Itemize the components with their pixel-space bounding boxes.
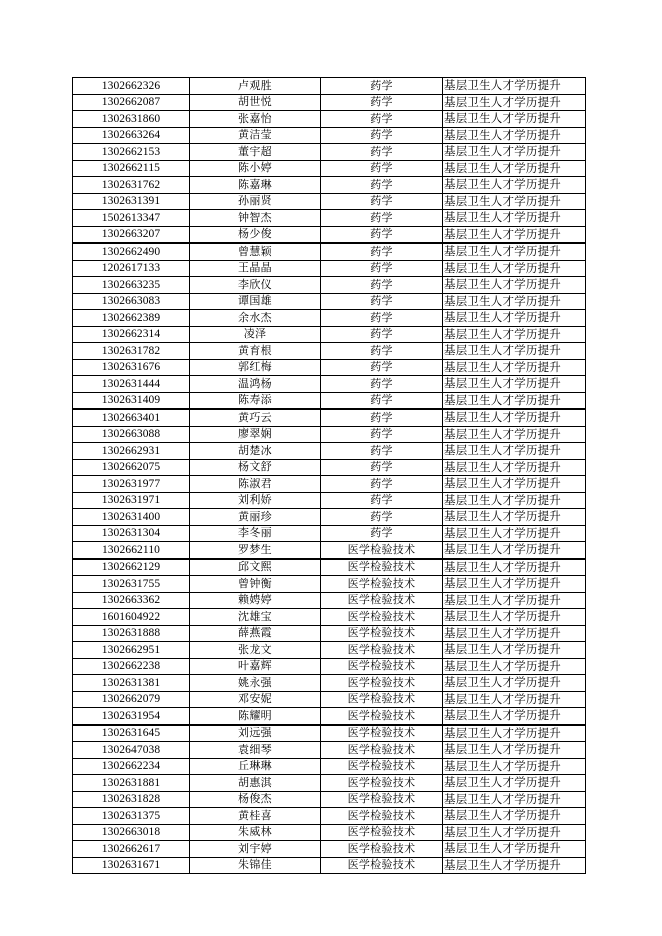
cell-program-text: 基层卫生人才学历提升 (444, 359, 561, 374)
cell-major[interactable]: 药学 (321, 94, 443, 111)
cell-program-text: 基层卫生人才学历提升 (444, 343, 561, 357)
cell-program[interactable] (443, 210, 586, 227)
cell-student-id[interactable]: 1302631375 (73, 808, 190, 825)
cell-student-name[interactable]: 余水杰 (190, 310, 321, 327)
table-row[interactable] (73, 791, 586, 808)
cell-student-name[interactable]: 罗梦生 (190, 542, 321, 559)
table-row[interactable] (73, 160, 586, 177)
cell-program-text: 基层卫生人才学历提升 (444, 592, 561, 607)
table-row[interactable] (73, 824, 586, 841)
cell-student-id[interactable]: 1302631954 (73, 708, 190, 725)
cell-program-text: 基层卫生人才学历提升 (444, 210, 561, 224)
cell-major[interactable]: 医学检验技术 (321, 824, 443, 841)
cell-major[interactable]: 药学 (321, 127, 443, 144)
cell-program-text: 基层卫生人才学历提升 (444, 160, 561, 175)
cell-major[interactable]: 药学 (321, 476, 443, 493)
cell-student-id[interactable]: 1302631977 (73, 476, 190, 493)
cell-student-name[interactable]: 陈耀明 (190, 708, 321, 725)
table-row[interactable] (73, 409, 586, 426)
cell-major[interactable]: 药学 (321, 376, 443, 393)
cell-program-text: 基层卫生人才学历提升 (444, 226, 561, 241)
cell-student-name[interactable]: 刘宇婷 (190, 841, 321, 858)
cell-major[interactable]: 医学检验技术 (321, 791, 443, 808)
cell-student-name[interactable]: 丘琳琳 (190, 758, 321, 775)
cell-student-name[interactable]: 杨少俊 (190, 226, 321, 243)
table-row[interactable] (73, 675, 586, 692)
cell-major[interactable]: 药学 (321, 243, 443, 260)
table-row[interactable] (73, 592, 586, 609)
cell-program[interactable] (443, 708, 586, 725)
cell-student-id[interactable]: 1302663207 (73, 226, 190, 243)
cell-program[interactable] (443, 359, 586, 376)
cell-student-id[interactable]: 1302662115 (73, 160, 190, 177)
cell-program[interactable] (443, 576, 586, 593)
table-row[interactable] (73, 459, 586, 476)
table-row[interactable] (73, 392, 586, 409)
roster-table-body (73, 78, 586, 874)
cell-program-text: 基层卫生人才学历提升 (444, 791, 561, 806)
cell-student-id[interactable]: 1302663264 (73, 127, 190, 144)
cell-major[interactable]: 药学 (321, 293, 443, 310)
cell-program-text: 基层卫生人才学历提升 (444, 758, 561, 773)
cell-program[interactable] (443, 243, 586, 260)
cell-major[interactable]: 药学 (321, 160, 443, 177)
cell-program-text: 基层卫生人才学历提升 (444, 392, 561, 407)
cell-student-id[interactable]: 1302662234 (73, 758, 190, 775)
cell-program[interactable] (443, 742, 586, 759)
cell-student-id[interactable]: 1302631645 (73, 725, 190, 742)
cell-student-name[interactable]: 朱锦佳 (190, 857, 321, 874)
table-row[interactable] (73, 111, 586, 128)
cell-student-id[interactable]: 1302662490 (73, 243, 190, 260)
cell-program[interactable] (443, 559, 586, 576)
cell-major[interactable]: 医学检验技术 (321, 808, 443, 825)
cell-program-text: 基层卫生人才学历提升 (444, 691, 561, 706)
cell-major[interactable]: 医学检验技术 (321, 642, 443, 659)
table-row[interactable] (73, 310, 586, 327)
cell-student-id[interactable]: 1302631860 (73, 111, 190, 128)
cell-student-id[interactable]: 1302631755 (73, 576, 190, 593)
cell-program[interactable] (443, 725, 586, 742)
cell-program-text: 基层卫生人才学历提升 (444, 775, 561, 789)
cell-program[interactable] (443, 144, 586, 161)
cell-program-text: 基层卫生人才学历提升 (444, 127, 561, 142)
cell-major[interactable]: 药学 (321, 277, 443, 294)
cell-student-name[interactable]: 钟智杰 (190, 210, 321, 227)
table-row[interactable] (73, 658, 586, 675)
cell-student-name[interactable]: 胡惠淇 (190, 775, 321, 792)
cell-student-name[interactable]: 沈雄宝 (190, 609, 321, 626)
cell-student-id[interactable]: 1302662129 (73, 559, 190, 576)
cell-student-name[interactable]: 陈淑君 (190, 476, 321, 493)
cell-program[interactable] (443, 293, 586, 310)
cell-major[interactable]: 药学 (321, 409, 443, 426)
cell-student-name[interactable]: 叶嘉辉 (190, 658, 321, 675)
cell-student-name[interactable]: 陈嘉琳 (190, 177, 321, 194)
cell-program[interactable] (443, 127, 586, 144)
cell-program-text: 基层卫生人才学历提升 (444, 808, 561, 822)
cell-student-name[interactable]: 张龙文 (190, 642, 321, 659)
cell-student-id[interactable]: 1302662326 (73, 78, 190, 95)
cell-program[interactable] (443, 492, 586, 509)
table-row[interactable] (73, 609, 586, 626)
cell-program-text: 基层卫生人才学历提升 (444, 625, 561, 640)
cell-student-id[interactable]: 1302631782 (73, 343, 190, 360)
table-row[interactable] (73, 492, 586, 509)
cell-student-name[interactable]: 赖娉婷 (190, 592, 321, 609)
table-row[interactable] (73, 277, 586, 294)
cell-student-id[interactable]: 1302663088 (73, 426, 190, 443)
cell-student-name[interactable]: 刘远强 (190, 725, 321, 742)
cell-program-text: 基层卫生人才学历提升 (444, 310, 561, 324)
cell-major[interactable]: 医学检验技术 (321, 576, 443, 593)
cell-program[interactable] (443, 392, 586, 409)
cell-student-name[interactable]: 黄巧云 (190, 409, 321, 426)
cell-student-name[interactable]: 胡世悦 (190, 94, 321, 111)
cell-major[interactable]: 医学检验技术 (321, 708, 443, 725)
cell-student-id[interactable]: 1302662075 (73, 459, 190, 476)
cell-student-name[interactable]: 曾钟衡 (190, 576, 321, 593)
table-row[interactable] (73, 343, 586, 360)
cell-major[interactable]: 药学 (321, 492, 443, 509)
table-row[interactable] (73, 742, 586, 759)
cell-program[interactable] (443, 193, 586, 210)
cell-program-text: 基层卫生人才学历提升 (444, 260, 561, 275)
cell-student-name[interactable]: 王晶晶 (190, 260, 321, 277)
cell-major[interactable]: 医学检验技术 (321, 775, 443, 792)
cell-major[interactable]: 医学检验技术 (321, 857, 443, 874)
cell-student-name[interactable]: 廖翠娴 (190, 426, 321, 443)
cell-program-text: 基层卫生人才学历提升 (444, 277, 561, 291)
table-row[interactable] (73, 426, 586, 443)
cell-program[interactable] (443, 808, 586, 825)
cell-major[interactable]: 医学检验技术 (321, 841, 443, 858)
cell-major[interactable]: 药学 (321, 392, 443, 409)
cell-program[interactable] (443, 177, 586, 194)
table-row[interactable] (73, 758, 586, 775)
table-row[interactable] (73, 857, 586, 874)
table-row[interactable] (73, 94, 586, 111)
cell-program-text: 基层卫生人才学历提升 (444, 542, 561, 556)
cell-student-id[interactable]: 1302662079 (73, 691, 190, 708)
cell-student-name[interactable]: 刘利娇 (190, 492, 321, 509)
table-row[interactable] (73, 642, 586, 659)
cell-student-id[interactable]: 1302663083 (73, 293, 190, 310)
cell-program[interactable] (443, 675, 586, 692)
cell-major[interactable]: 医学检验技术 (321, 758, 443, 775)
table-row[interactable] (73, 509, 586, 526)
cell-major[interactable]: 药学 (321, 193, 443, 210)
cell-student-name[interactable]: 胡楚冰 (190, 443, 321, 460)
table-row[interactable] (73, 559, 586, 576)
table-row[interactable] (73, 127, 586, 144)
cell-student-name[interactable]: 杨俊杰 (190, 791, 321, 808)
table-row[interactable] (73, 226, 586, 243)
cell-major[interactable]: 医学检验技术 (321, 675, 443, 692)
table-row[interactable] (73, 177, 586, 194)
cell-program-text: 基层卫生人才学历提升 (444, 326, 561, 341)
cell-student-name[interactable]: 黄桂喜 (190, 808, 321, 825)
cell-program[interactable] (443, 78, 586, 95)
cell-major[interactable]: 药学 (321, 326, 443, 343)
cell-student-id[interactable]: 1302662617 (73, 841, 190, 858)
cell-program-text: 基层卫生人才学历提升 (444, 576, 561, 590)
cell-program[interactable] (443, 226, 586, 243)
table-row[interactable] (73, 542, 586, 559)
cell-program[interactable] (443, 426, 586, 443)
cell-student-id[interactable]: 1601604922 (73, 609, 190, 626)
cell-program-text: 基层卫生人才学历提升 (444, 293, 561, 308)
cell-major[interactable]: 医学检验技术 (321, 725, 443, 742)
cell-major[interactable]: 药学 (321, 78, 443, 95)
cell-program[interactable] (443, 525, 586, 542)
cell-program[interactable] (443, 758, 586, 775)
table-row[interactable] (73, 326, 586, 343)
cell-major[interactable]: 药学 (321, 443, 443, 460)
cell-major[interactable]: 药学 (321, 226, 443, 243)
cell-major[interactable]: 药学 (321, 459, 443, 476)
cell-program-text: 基层卫生人才学历提升 (444, 675, 561, 689)
cell-student-name[interactable]: 张嘉怡 (190, 111, 321, 128)
cell-major[interactable]: 药学 (321, 310, 443, 327)
cell-program[interactable] (443, 775, 586, 792)
table-row[interactable] (73, 359, 586, 376)
cell-student-id[interactable]: 1302631676 (73, 359, 190, 376)
table-row[interactable] (73, 260, 586, 277)
cell-student-id[interactable]: 1502613347 (73, 210, 190, 227)
cell-student-name[interactable]: 薛燕霞 (190, 625, 321, 642)
cell-student-id[interactable]: 1302662389 (73, 310, 190, 327)
cell-student-name[interactable]: 黄育根 (190, 343, 321, 360)
cell-student-name[interactable]: 卢观胜 (190, 78, 321, 95)
cell-program[interactable] (443, 111, 586, 128)
cell-program-text: 基层卫生人才学历提升 (444, 609, 561, 623)
table-row[interactable] (73, 144, 586, 161)
cell-student-name[interactable]: 陈寿添 (190, 392, 321, 409)
cell-program-text: 基层卫生人才学历提升 (444, 410, 561, 424)
cell-student-name[interactable]: 朱威林 (190, 824, 321, 841)
cell-student-name[interactable]: 邓安妮 (190, 691, 321, 708)
cell-major[interactable]: 医学检验技术 (321, 609, 443, 626)
cell-major[interactable]: 医学检验技术 (321, 542, 443, 559)
table-row[interactable] (73, 376, 586, 393)
table-row[interactable] (73, 293, 586, 310)
cell-student-name[interactable]: 谭国雄 (190, 293, 321, 310)
table-row[interactable] (73, 725, 586, 742)
cell-major[interactable]: 药学 (321, 111, 443, 128)
cell-major[interactable]: 药学 (321, 144, 443, 161)
cell-program[interactable] (443, 376, 586, 393)
cell-student-id[interactable]: 1302631971 (73, 492, 190, 509)
cell-program[interactable] (443, 824, 586, 841)
cell-student-name[interactable]: 凌泽 (190, 326, 321, 343)
cell-program-text: 基层卫生人才学历提升 (444, 111, 561, 125)
cell-program-text: 基层卫生人才学历提升 (444, 193, 561, 208)
cell-student-id[interactable]: 1302631444 (73, 376, 190, 393)
cell-program-text: 基层卫生人才学历提升 (444, 708, 561, 722)
cell-major[interactable]: 药学 (321, 525, 443, 542)
cell-student-id[interactable]: 1302631304 (73, 525, 190, 542)
cell-major[interactable]: 医学检验技术 (321, 742, 443, 759)
cell-student-id[interactable]: 1302631762 (73, 177, 190, 194)
cell-student-name[interactable]: 黄洁莹 (190, 127, 321, 144)
table-row[interactable] (73, 708, 586, 725)
cell-program-text: 基层卫生人才学历提升 (444, 525, 561, 540)
cell-program[interactable] (443, 642, 586, 659)
cell-major[interactable]: 药学 (321, 359, 443, 376)
cell-student-id[interactable]: 1302662153 (73, 144, 190, 161)
cell-program[interactable] (443, 94, 586, 111)
cell-student-id[interactable]: 1302662951 (73, 642, 190, 659)
cell-student-name[interactable]: 孙丽贤 (190, 193, 321, 210)
cell-program[interactable] (443, 857, 586, 874)
table-row[interactable] (73, 525, 586, 542)
cell-major[interactable]: 医学检验技术 (321, 559, 443, 576)
cell-student-id[interactable]: 1302631671 (73, 857, 190, 874)
table-row[interactable] (73, 443, 586, 460)
cell-student-name[interactable]: 温鸿杨 (190, 376, 321, 393)
cell-major[interactable]: 药学 (321, 177, 443, 194)
cell-student-id[interactable]: 1202617133 (73, 260, 190, 277)
cell-program[interactable] (443, 841, 586, 858)
cell-program-text: 基层卫生人才学历提升 (444, 78, 561, 92)
table-row[interactable] (73, 193, 586, 210)
cell-program[interactable] (443, 443, 586, 460)
cell-major[interactable]: 医学检验技术 (321, 592, 443, 609)
cell-student-id[interactable]: 1302631400 (73, 509, 190, 526)
cell-student-id[interactable]: 1302662314 (73, 326, 190, 343)
cell-program[interactable] (443, 260, 586, 277)
cell-major[interactable]: 药学 (321, 260, 443, 277)
cell-program[interactable] (443, 592, 586, 609)
cell-program[interactable] (443, 459, 586, 476)
table-row[interactable] (73, 210, 586, 227)
cell-program[interactable] (443, 326, 586, 343)
cell-program[interactable] (443, 691, 586, 708)
table-row[interactable] (73, 78, 586, 95)
cell-program-text: 基层卫生人才学历提升 (444, 509, 561, 523)
cell-program-text: 基层卫生人才学历提升 (444, 476, 561, 490)
cell-program[interactable] (443, 509, 586, 526)
cell-program[interactable] (443, 160, 586, 177)
cell-major[interactable]: 药学 (321, 343, 443, 360)
cell-program-text: 基层卫生人才学历提升 (444, 857, 561, 872)
cell-program-text: 基层卫生人才学历提升 (444, 658, 561, 673)
table-row[interactable] (73, 243, 586, 260)
cell-student-id[interactable]: 1302631381 (73, 675, 190, 692)
cell-student-name[interactable]: 黄丽珍 (190, 509, 321, 526)
cell-student-id[interactable]: 1302663235 (73, 277, 190, 294)
cell-program-text: 基层卫生人才学历提升 (444, 492, 561, 507)
cell-program[interactable] (443, 658, 586, 675)
cell-major[interactable]: 医学检验技术 (321, 691, 443, 708)
cell-student-id[interactable]: 1302631881 (73, 775, 190, 792)
cell-program-text: 基层卫生人才学历提升 (444, 244, 561, 258)
cell-major[interactable]: 医学检验技术 (321, 625, 443, 642)
cell-major[interactable]: 药学 (321, 210, 443, 227)
cell-program-text: 基层卫生人才学历提升 (444, 824, 561, 839)
cell-student-name[interactable]: 杨文舒 (190, 459, 321, 476)
cell-program-text: 基层卫生人才学历提升 (444, 177, 561, 191)
cell-program-text: 基层卫生人才学历提升 (444, 559, 561, 574)
cell-student-id[interactable]: 1302662931 (73, 443, 190, 460)
cell-student-id[interactable]: 1302663401 (73, 409, 190, 426)
cell-program[interactable] (443, 542, 586, 559)
cell-program-text: 基层卫生人才学历提升 (444, 443, 561, 457)
cell-program-text: 基层卫生人才学历提升 (444, 144, 561, 158)
cell-student-id[interactable]: 1302631391 (73, 193, 190, 210)
cell-student-id[interactable]: 1302662238 (73, 658, 190, 675)
cell-major[interactable]: 药学 (321, 426, 443, 443)
cell-student-id[interactable]: 1302662087 (73, 94, 190, 111)
cell-program-text: 基层卫生人才学历提升 (444, 459, 561, 474)
cell-student-id[interactable]: 1302631409 (73, 392, 190, 409)
table-row[interactable] (73, 476, 586, 493)
cell-program[interactable] (443, 409, 586, 426)
table-row[interactable] (73, 841, 586, 858)
cell-student-name[interactable]: 姚永强 (190, 675, 321, 692)
table-row[interactable] (73, 691, 586, 708)
table-row[interactable] (73, 808, 586, 825)
cell-major[interactable]: 医学检验技术 (321, 658, 443, 675)
cell-program-text: 基层卫生人才学历提升 (444, 642, 561, 656)
table-row[interactable] (73, 775, 586, 792)
cell-major[interactable]: 药学 (321, 509, 443, 526)
cell-program-text: 基层卫生人才学历提升 (444, 841, 561, 855)
cell-student-id[interactable]: 1302662110 (73, 542, 190, 559)
roster-table (72, 77, 586, 874)
cell-program-text: 基层卫生人才学历提升 (444, 742, 561, 756)
cell-program-text: 基层卫生人才学历提升 (444, 725, 561, 740)
cell-student-name[interactable]: 曾慧颖 (190, 243, 321, 260)
table-row[interactable] (73, 625, 586, 642)
cell-program-text: 基层卫生人才学历提升 (444, 376, 561, 390)
cell-program[interactable] (443, 277, 586, 294)
cell-program-text: 基层卫生人才学历提升 (444, 94, 561, 109)
cell-student-id[interactable]: 1302631828 (73, 791, 190, 808)
cell-student-name[interactable]: 李冬丽 (190, 525, 321, 542)
cell-program[interactable] (443, 609, 586, 626)
cell-student-name[interactable]: 袁细琴 (190, 742, 321, 759)
cell-student-id[interactable]: 1302663362 (73, 592, 190, 609)
cell-student-id[interactable]: 1302663018 (73, 824, 190, 841)
cell-program[interactable] (443, 625, 586, 642)
cell-student-id[interactable]: 1302647038 (73, 742, 190, 759)
cell-program[interactable] (443, 791, 586, 808)
cell-student-name[interactable]: 董宇超 (190, 144, 321, 161)
cell-student-name[interactable]: 陈小婷 (190, 160, 321, 177)
cell-program-text: 基层卫生人才学历提升 (444, 426, 561, 441)
table-row[interactable] (73, 576, 586, 593)
cell-student-name[interactable]: 李欣仪 (190, 277, 321, 294)
cell-program[interactable] (443, 476, 586, 493)
cell-student-name[interactable]: 邱文熙 (190, 559, 321, 576)
cell-program[interactable] (443, 343, 586, 360)
cell-program[interactable] (443, 310, 586, 327)
cell-student-name[interactable]: 郭红梅 (190, 359, 321, 376)
cell-student-id[interactable]: 1302631888 (73, 625, 190, 642)
